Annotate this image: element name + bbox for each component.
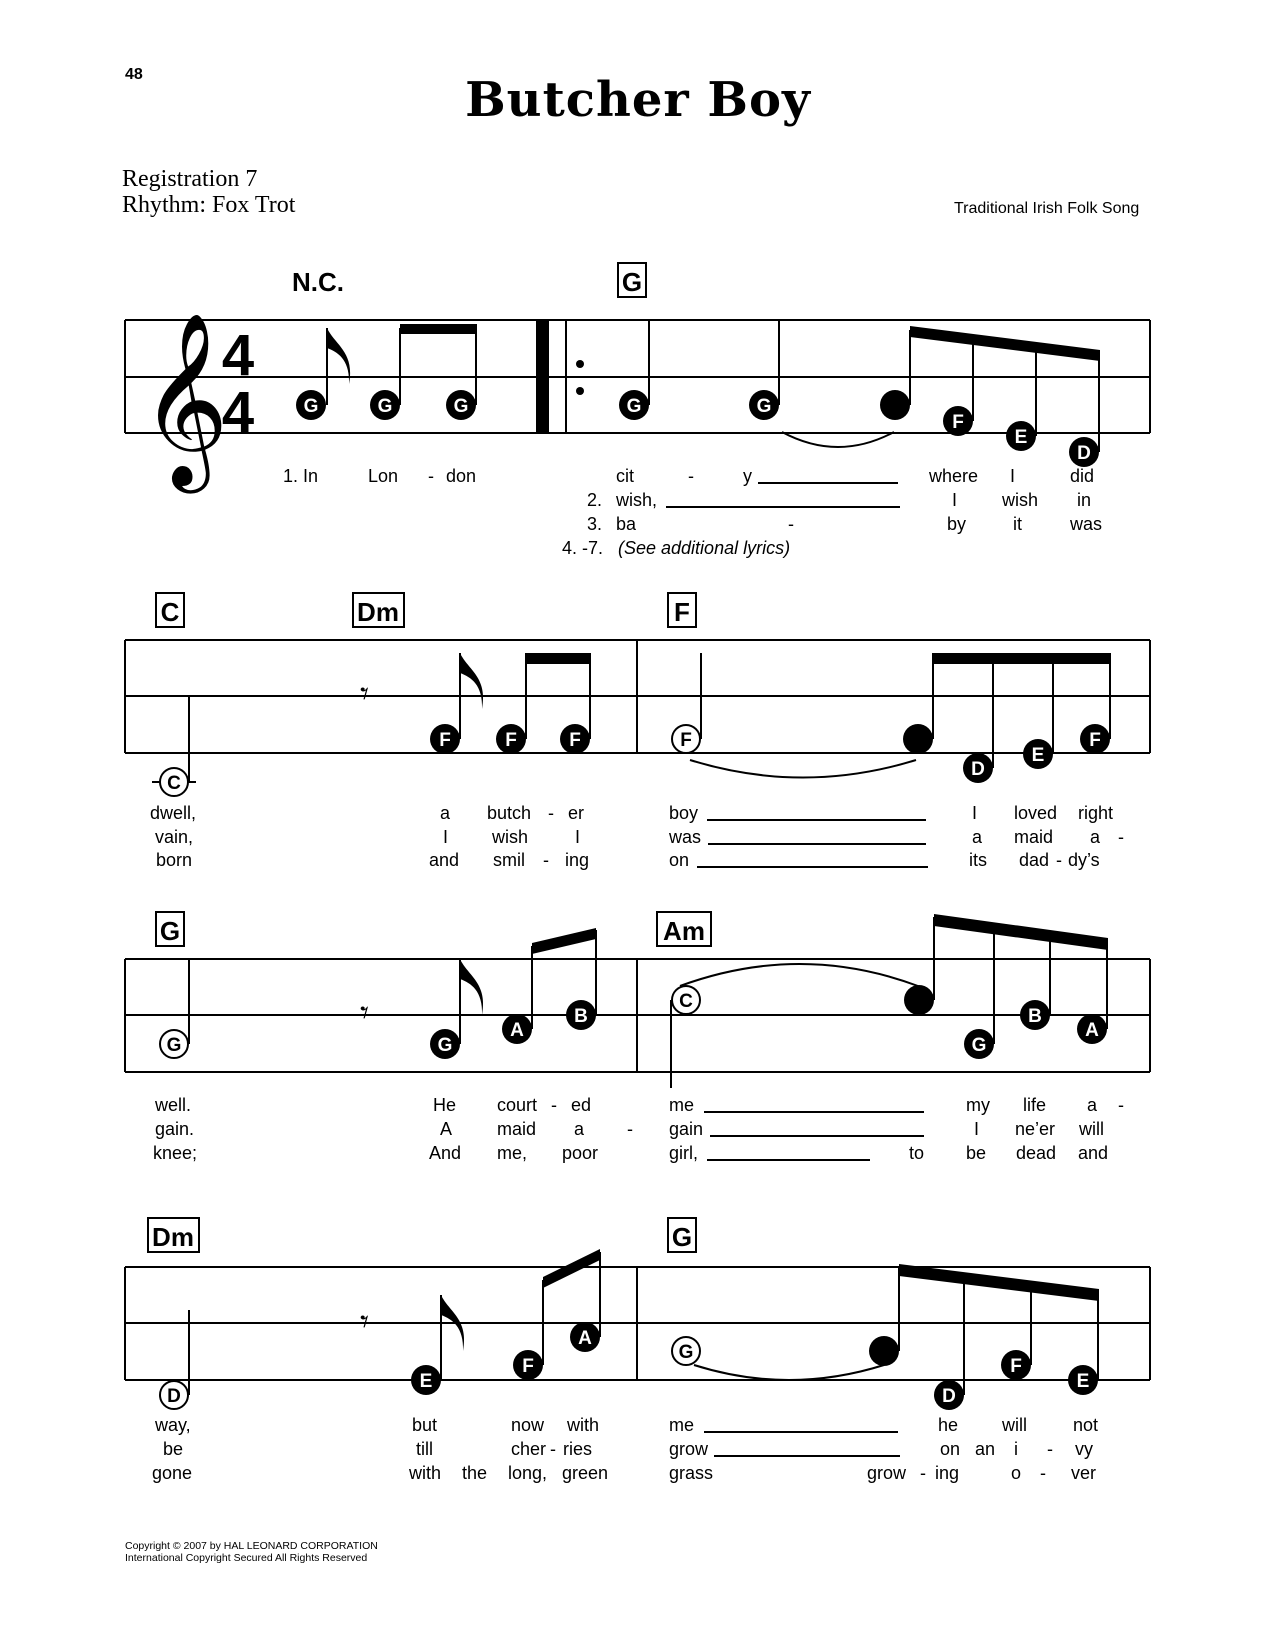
lyric: i — [1014, 1439, 1018, 1459]
lyric: vy — [1075, 1439, 1093, 1459]
lyric: on — [669, 850, 690, 870]
copyright-notice — [125, 1540, 378, 1564]
lyric: grass — [669, 1463, 714, 1483]
lyric: ba — [616, 514, 637, 534]
note-letter: G — [166, 1035, 182, 1056]
lyric: 3. — [587, 514, 603, 534]
lyric: ne’er — [1015, 1119, 1056, 1139]
note-letter: D — [167, 1386, 181, 1407]
lyric: cher — [511, 1439, 547, 1459]
lyric: it — [1013, 514, 1022, 534]
note-letter: G — [377, 396, 393, 417]
lyric: loved — [1014, 803, 1058, 823]
repeat-thick-bar — [536, 320, 549, 433]
lyric: ing — [565, 850, 590, 870]
lyric: He — [433, 1095, 457, 1115]
lyric: maid — [1014, 827, 1054, 847]
lyric: will — [1079, 1119, 1104, 1139]
lyric: now — [511, 1415, 545, 1435]
note-letter: F — [569, 730, 581, 751]
svg-text:𝄾: 𝄾 — [360, 994, 370, 1032]
note-heads — [160, 985, 1107, 1059]
lyric: wish, — [616, 490, 658, 510]
lyric: smil — [493, 850, 525, 870]
lyric: o — [1011, 1463, 1022, 1483]
lyric: did — [1070, 466, 1095, 486]
lyric: long, — [508, 1463, 548, 1483]
lyric: gain. — [155, 1119, 195, 1139]
chord: G — [159, 916, 181, 946]
lyrics-s1 — [283, 466, 1102, 558]
note-letter: G — [756, 396, 772, 417]
lyric: an — [975, 1439, 996, 1459]
eighth-rest: 𝄾 — [360, 675, 370, 713]
lyric: - — [551, 1095, 557, 1115]
lyric: wish — [492, 827, 529, 847]
note-letter: F — [1010, 1356, 1022, 1377]
composer: Traditional Irish Folk Song — [954, 200, 1140, 217]
registration: Registration 7 — [122, 166, 258, 192]
lyric: - — [428, 466, 434, 486]
note-letter: F — [680, 730, 692, 751]
time-sig-bottom: 4 — [221, 380, 255, 445]
lyric: and — [1078, 1143, 1109, 1163]
note-letter: C — [679, 991, 693, 1012]
lyric: ed — [571, 1095, 592, 1115]
lyric: with — [567, 1415, 600, 1435]
note-letter: B — [1028, 1006, 1042, 1027]
lyric: maid — [497, 1119, 537, 1139]
lyric: not — [1073, 1415, 1099, 1435]
lyrics-s3 — [153, 1095, 1124, 1163]
lyric: where — [929, 466, 979, 486]
note-letter: E — [419, 1371, 433, 1392]
note-letter: G — [626, 396, 642, 417]
chord: Dm — [152, 1222, 194, 1252]
copyright-line: Copyright © 2007 by HAL LEONARD CORPORATION — [125, 1540, 378, 1552]
lyric: vain, — [155, 827, 194, 847]
lyric: - — [788, 514, 794, 534]
lyric: - — [1118, 1095, 1124, 1115]
lyric: by — [947, 514, 967, 534]
chord: Dm — [357, 597, 399, 627]
lyric: I — [1010, 466, 1016, 486]
lyric: a — [440, 803, 451, 823]
lyric: er — [568, 803, 585, 823]
lyric: be — [163, 1439, 184, 1459]
time-sig-top: 4 — [221, 323, 255, 388]
copyright-line: International Copyright Secured All Rights Reserved — [125, 1552, 368, 1564]
lyric: - — [548, 803, 554, 823]
beam — [910, 326, 1100, 361]
lyrics-s4 — [152, 1415, 1098, 1483]
lyric: 2. — [587, 490, 603, 510]
note-letter: G — [303, 396, 319, 417]
lyric: to — [909, 1143, 925, 1163]
lyric: dead — [1016, 1143, 1057, 1163]
note-letter: G — [678, 1342, 694, 1363]
note-heads — [296, 390, 1099, 467]
lyric: well. — [155, 1095, 192, 1115]
lyric: a — [574, 1119, 585, 1139]
note-letter: B — [574, 1006, 588, 1027]
lyric: ver — [1071, 1463, 1097, 1483]
chord: G — [671, 1222, 693, 1252]
lyric: (See additional lyrics) — [618, 538, 791, 558]
lyric: a — [972, 827, 983, 847]
chord: F — [674, 597, 690, 627]
lyric: dy’s — [1068, 850, 1100, 870]
note-letter: E — [1014, 427, 1028, 448]
lyric: don — [446, 466, 477, 486]
treble-clef: 𝄞 — [140, 314, 229, 482]
lyric: with — [409, 1463, 442, 1483]
lyric: was — [669, 827, 702, 847]
note-letter: G — [437, 1035, 453, 1056]
note-heads — [160, 1322, 1098, 1410]
lyric: A — [440, 1119, 453, 1139]
page-number: 48 — [125, 66, 143, 83]
lyric: its — [969, 850, 987, 870]
note-letter: F — [522, 1356, 534, 1377]
lyric: I — [972, 803, 978, 823]
lyric: - — [1056, 850, 1062, 870]
lyric: - — [1047, 1439, 1053, 1459]
note-letter: A — [510, 1020, 524, 1041]
note-letter: F — [952, 412, 964, 433]
note-letter: A — [578, 1328, 592, 1349]
lyric: way, — [155, 1415, 191, 1435]
lyric: me — [669, 1095, 695, 1115]
lyric: will — [1002, 1415, 1027, 1435]
chord: Am — [663, 916, 705, 946]
lyric: green — [562, 1463, 609, 1483]
note-letter: D — [1077, 443, 1091, 464]
lyric: court — [497, 1095, 538, 1115]
rhythm: Rhythm: Fox Trot — [122, 192, 296, 218]
repeat-dot — [576, 360, 584, 368]
lyric: And — [429, 1143, 462, 1163]
lyric: in — [1077, 490, 1092, 510]
lyric: till — [416, 1439, 433, 1459]
lyric: he — [938, 1415, 959, 1435]
lyric: - — [1040, 1463, 1046, 1483]
song-title: Butcher Boy — [465, 72, 811, 128]
lyric: - — [627, 1119, 633, 1139]
lyric: me — [669, 1415, 695, 1435]
lyric: - — [688, 466, 694, 486]
lyric: Lon — [368, 466, 399, 486]
lyric: 1. In — [283, 466, 319, 486]
lyric: but — [412, 1415, 438, 1435]
eighth-flag — [327, 328, 350, 384]
lyric: me, — [497, 1143, 528, 1163]
lyric: gone — [152, 1463, 193, 1483]
repeat-dot — [576, 387, 584, 395]
lyric: wish — [1002, 490, 1039, 510]
lyric: grow — [669, 1439, 709, 1459]
lyric: life — [1023, 1095, 1047, 1115]
lyric: was — [1070, 514, 1103, 534]
lyric: born — [156, 850, 193, 870]
tied-note — [880, 390, 910, 420]
lyric: girl, — [669, 1143, 699, 1163]
chord-g: G — [621, 267, 643, 297]
note-letter: E — [1031, 745, 1045, 766]
lyric: the — [462, 1463, 488, 1483]
system-4 — [125, 1218, 1150, 1483]
note-letter: D — [971, 759, 985, 780]
lyric: poor — [562, 1143, 599, 1163]
lyric: on — [940, 1439, 961, 1459]
system-2 — [125, 593, 1150, 870]
lyric: - — [543, 850, 549, 870]
lyric: - — [920, 1463, 926, 1483]
lyric: knee; — [153, 1143, 198, 1163]
system-1 — [125, 263, 1150, 558]
chord: C — [160, 597, 180, 627]
note-letter: F — [505, 730, 517, 751]
lyric: right — [1078, 803, 1114, 823]
lyric: dwell, — [150, 803, 197, 823]
system-3 — [125, 912, 1150, 1163]
lyric: gain — [669, 1119, 704, 1139]
note-letter: A — [1085, 1020, 1099, 1041]
lyric: and — [429, 850, 460, 870]
lyric: a — [1090, 827, 1101, 847]
note-letter: C — [167, 773, 181, 794]
lyric: grow — [867, 1463, 907, 1483]
lyric: - — [1118, 827, 1124, 847]
lyric: dad — [1019, 850, 1050, 870]
lyric: my — [966, 1095, 990, 1115]
tie — [782, 432, 894, 447]
lyrics-s2 — [150, 803, 1124, 870]
lyric: a — [1087, 1095, 1098, 1115]
note-letter: G — [453, 396, 469, 417]
lyric: ing — [935, 1463, 960, 1483]
note-letter: G — [971, 1035, 987, 1056]
lyric: be — [966, 1143, 987, 1163]
chord-nc: N.C. — [292, 267, 344, 297]
note-letter: F — [439, 730, 451, 751]
lyric: I — [443, 827, 449, 847]
lyric: I — [974, 1119, 980, 1139]
svg-text:𝄾: 𝄾 — [360, 1303, 370, 1341]
lyric: - — [550, 1439, 556, 1459]
beam — [400, 324, 477, 334]
lyric: boy — [669, 803, 699, 823]
lyric: y — [743, 466, 752, 486]
lyric: ries — [563, 1439, 593, 1459]
note-letter: E — [1076, 1371, 1090, 1392]
lyric: 4. -7. — [562, 538, 604, 558]
lyric: cit — [616, 466, 634, 486]
lyric: I — [575, 827, 581, 847]
lyric: I — [952, 490, 958, 510]
lyric: butch — [487, 803, 532, 823]
note-letter: F — [1089, 730, 1101, 751]
note-heads — [160, 724, 1110, 796]
note-letter: D — [942, 1386, 956, 1407]
